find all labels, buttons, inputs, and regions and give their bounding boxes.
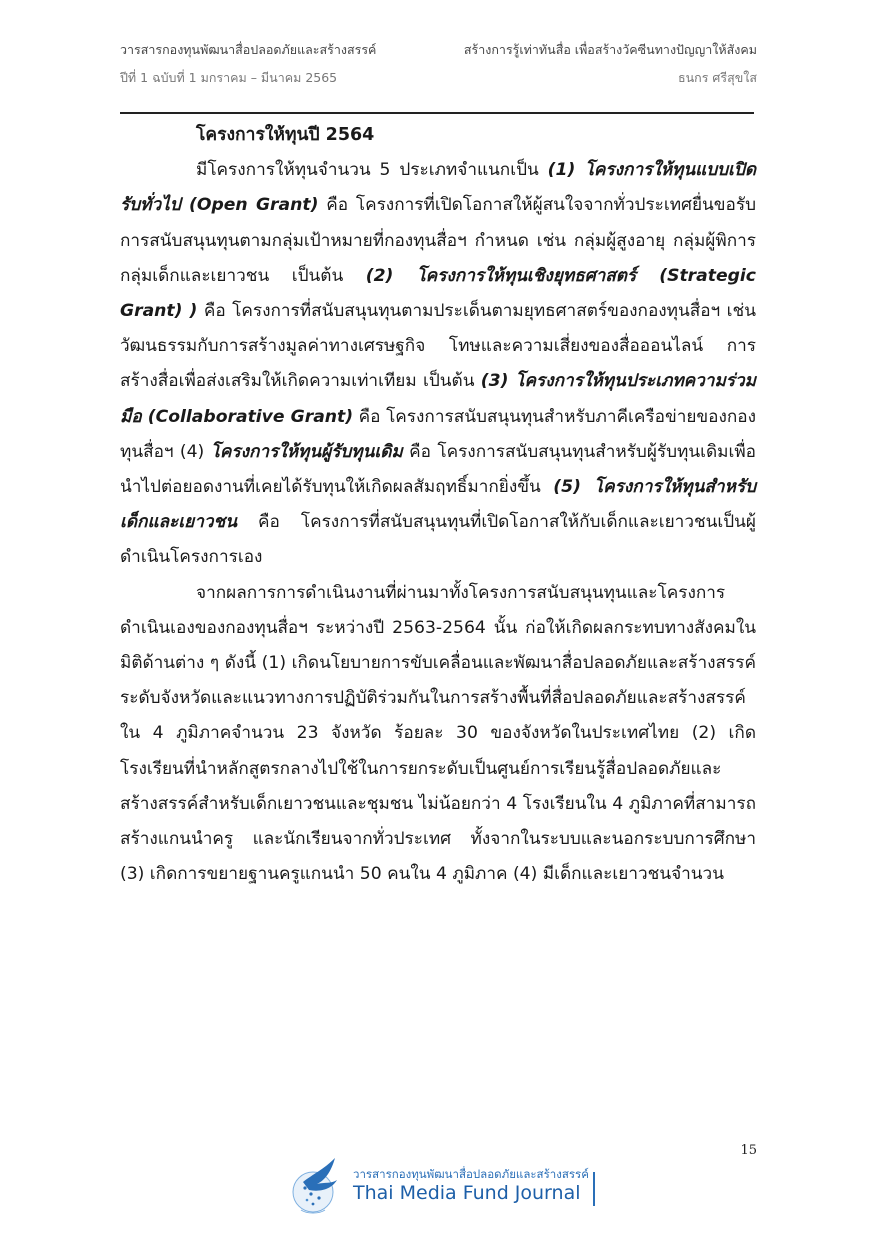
header-author: ธนกร ศรีสุขใส — [678, 70, 757, 85]
header-article-title: สร้างการรู้เท่าทันสื่อ เพื่อสร้างวัคซีนทางปัญญาให้สังคม — [463, 42, 757, 57]
logo-thai-text: วารสารกองทุนพัฒนาสื่อปลอดภัยและสร้างสรรค์ — [353, 1167, 589, 1181]
header-issue: ปีที่ 1 ฉบับที่ 1 มกราคม – มีนาคม 2565 — [120, 70, 338, 85]
section-heading: โครงการให้ทุนปี 2564 — [196, 125, 375, 145]
header-divider — [120, 112, 754, 114]
grant-type-collaborative: (3) โครงการให้ทุนประเภทความร่วมมือ (Collaborative Grant) — [120, 371, 756, 427]
paragraph-outcomes: จากผลการการดำเนินงานที่ผ่านมาทั้งโครงการสนับสนุนทุนและโครงการดำเนินเองของกองทุนสื่อฯ ระหว่างปี 2563-2564 นั้น ก่อให้เกิดผลกระทบทางสังคมในมิติด้านต่าง ๆ ดังนี้ (1) เกิดนโยบายการขับเคลื่อนและพัฒนาสื่อปลอดภัยและสร้างสรรค์ระดับจังหวัดและแนวทางการปฏิบัติร่วมกันในการสร้างพื้นที่สื่อปลอดภัยและสร้างสรรค์ใน 4 ภูมิภาคจำนวน 23 จังหวัด ร้อยละ 30 ของจังหวัดในประเทศไทย (2) เกิดโรงเรียนที่นำหลักสูตรกลางไปใช้ในการยกระดับเป็นศูนย์การเรียนรู้สื่อปลอดภัยและสร้างสรรค์สำหรับเด็กเยาวชนและชุมชน ไม่น้อยกว่า 4 โรงเรียนใน 4 ภูมิภาคที่สามารถสร้างแกนนำครู และนักเรียนจากทั่วประเทศ ทั้งจากในระบบและนอกระบบการศึกษา (3) เกิดการขยายฐานครูแกนนำ 50 คนใน 4 ภูมิภาค (4) มีเด็กและเยาวชนจำนวน — [120, 582, 756, 885]
logo-english-text: Thai Media Fund Journal — [353, 1182, 581, 1204]
grant-type-youth: (5) โครงการให้ทุนสำหรับเด็กและเยาวชน — [120, 477, 756, 533]
logo-divider — [593, 1172, 595, 1206]
header-journal-name: วารสารกองทุนพัฒนาสื่อปลอดภัยและสร้างสรรค์ — [120, 42, 377, 57]
dove-globe-icon — [283, 1152, 347, 1220]
para1-text-3: คือ โครงการที่สนับสนุนทุนตามประเด็นตามยุทธศาสตร์ของกองทุนสื่อฯ เช่น วัฒนธรรมกับการสร้างมูลค่าทางเศรษฐกิจ โทษและความเสี่ยงของสื่อออนไลน์ การสร้างสื่อเพื่อส่งเสริมให้เกิดความเท่าเทียม เป็นต้น — [120, 301, 756, 392]
para1-text-5: คือ โครงการสนับสนุนทุนสำหรับผู้รับทุนเดิมเพื่อนำไปต่อยอดงานที่เคยได้รับทุนให้เกิดผลสัมฤทธิ์มากยิ่งขึ้น — [120, 441, 756, 498]
grant-type-open: (1) โครงการให้ทุนแบบเปิดรับทั่วไป (Open Grant) — [120, 160, 756, 216]
grant-type-previous-grantee: โครงการให้ทุนผู้รับทุนเดิม — [210, 441, 403, 462]
para1-text-2: คือ โครงการที่เปิดโอกาสให้ผู้สนใจจากทั่วประเทศยื่นขอรับการสนับสนุนทุนตามกลุ่มเป้าหมายที่กองทุนสื่อฯ กำหนด เช่น กลุ่มผู้สูงอายุ กลุ่มผู้พิการ กลุ่มเด็กและเยาวชน เป็นต้น — [120, 195, 756, 286]
para1-text-1: มีโครงการให้ทุนจำนวน 5 ประเภทจำแนกเป็น — [196, 160, 548, 181]
page-number: 15 — [740, 1143, 757, 1158]
article-body — [120, 118, 756, 892]
footer-logo — [283, 1152, 603, 1224]
para1-text-4: คือ โครงการสนับสนุนทุนสำหรับภาคีเครือข่ายของกองทุนสื่อฯ (4) — [120, 406, 757, 462]
paragraph-grant-types — [120, 153, 756, 575]
grant-type-strategic: (2) โครงการให้ทุนเชิงยุทธศาสตร์ (Strategic Grant) ) — [120, 265, 756, 322]
para1-text-6: คือ โครงการที่สนับสนุนทุนที่เปิดโอกาสให้กับเด็กและเยาวชนเป็นผู้ดำเนินโครงการเอง — [120, 512, 756, 568]
